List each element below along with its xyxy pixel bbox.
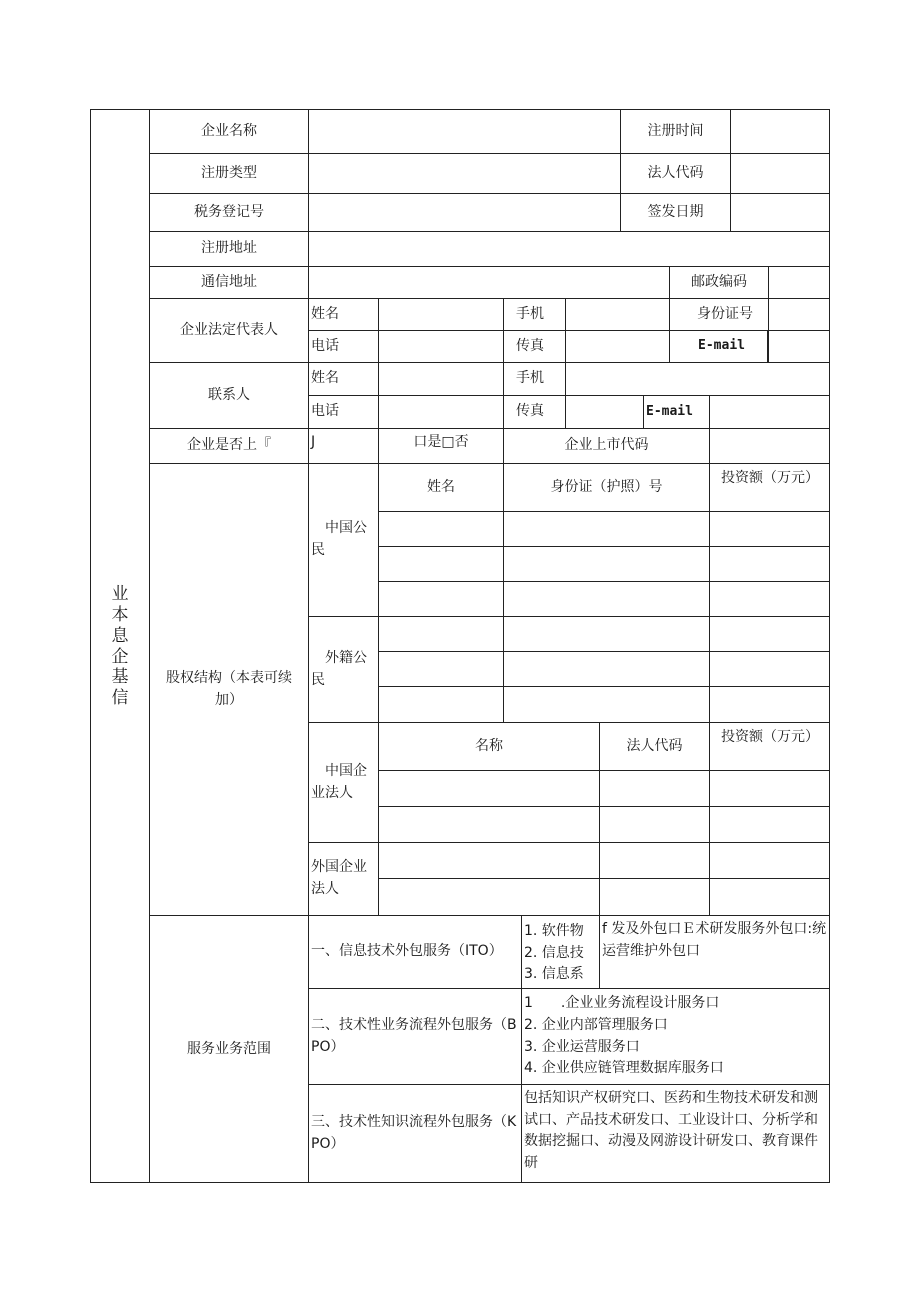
label-register-type: 注册类型 [149, 153, 308, 193]
input-rep-email[interactable] [768, 330, 830, 362]
cell-cn1-id[interactable] [503, 511, 709, 546]
cell-cn2-id[interactable] [503, 546, 709, 581]
cell-cn1-inv[interactable] [709, 511, 830, 546]
cell-cn2-name[interactable] [378, 546, 503, 581]
ito-item: 3. 信息系 [524, 966, 584, 983]
input-issue-date[interactable] [730, 193, 830, 231]
header-name: 姓名 [378, 463, 503, 511]
label-equity: 股权结构（本表可续加） [149, 463, 308, 915]
cell-cc1-name[interactable] [378, 770, 599, 806]
table-bottom-border [90, 1182, 830, 1183]
input-contact-name[interactable] [378, 362, 503, 395]
listed-mark: J [308, 428, 378, 463]
header-corp-code: 法人代码 [599, 722, 709, 770]
ito-text: f 发及外包口Ｅ术研发服务外包口:统运营维护外包口 [599, 915, 830, 988]
input-legal-code[interactable] [730, 153, 830, 193]
cell-fco1-code[interactable] [599, 842, 709, 878]
input-rep-phone[interactable] [378, 330, 503, 362]
cell-fco2-code[interactable] [599, 878, 709, 915]
input-postcode[interactable] [768, 266, 830, 298]
label-contact-name: 姓名 [308, 362, 378, 395]
cell-fc3-name[interactable] [378, 686, 503, 722]
cell-fc2-inv[interactable] [709, 651, 830, 686]
cell-fc1-inv[interactable] [709, 616, 830, 651]
ito-items [521, 915, 599, 988]
cell-cn3-name[interactable] [378, 581, 503, 616]
cell-cn2-inv[interactable] [709, 546, 830, 581]
kpo-text: 包括知识产权研究口、医药和生物技术研发和测试口、产品技术研发口、工业设计口、分析学和数据挖掘口、动漫及网游设计研发口、教育课件研 [521, 1084, 830, 1183]
cell-cc2-name[interactable] [378, 806, 599, 842]
cell-fc3-id[interactable] [503, 686, 709, 722]
section-title-char: 息 [111, 625, 129, 646]
cell-fc3-inv[interactable] [709, 686, 830, 722]
label-scope: 服务业务范围 [149, 915, 308, 1183]
label-reg-address: 注册地址 [149, 231, 308, 266]
label-legal-code: 法人代码 [620, 153, 730, 193]
input-register-time[interactable] [730, 109, 830, 153]
cell-cc1-code[interactable] [599, 770, 709, 806]
ito-item: 1. 软件物 [524, 922, 584, 939]
section-title-char: 本 [111, 605, 129, 626]
header-passport: 身份证（护照）号 [503, 463, 709, 511]
ito-title: 一、信息技术外包服务（ITO） [308, 915, 521, 988]
label-register-time: 注册时间 [620, 109, 730, 153]
label-cn-citizen: 中国公民 [308, 463, 378, 616]
section-title [90, 109, 149, 1183]
input-mail-address[interactable] [308, 266, 669, 298]
listed-checkbox[interactable]: 口是□否 [378, 428, 503, 463]
label-foreign-corp: 外国企业法人 [308, 842, 378, 915]
bpo-items [521, 988, 830, 1084]
label-issue-date: 签发日期 [620, 193, 730, 231]
cell-fc1-id[interactable] [503, 616, 709, 651]
input-rep-id[interactable] [768, 298, 830, 330]
cell-cn1-name[interactable] [378, 511, 503, 546]
ito-item: 2. 信息技 [524, 944, 584, 961]
cell-fc2-id[interactable] [503, 651, 709, 686]
section-title-char: 信 [111, 687, 129, 708]
input-reg-address[interactable] [308, 231, 830, 266]
header-corp-name: 名称 [378, 722, 599, 770]
label-listed-code: 企业上市代码 [503, 428, 709, 463]
label-listed: 企业是否上『 [149, 428, 308, 463]
cell-cc1-inv[interactable] [709, 770, 830, 806]
table-right-border [829, 109, 830, 1183]
input-contact-email[interactable] [709, 395, 830, 428]
label-tax-no: 税务登记号 [149, 193, 308, 231]
cell-cc2-code[interactable] [599, 806, 709, 842]
header-investment: 投资额（万元） [709, 463, 830, 511]
label-rep-fax: 传真 [503, 330, 565, 362]
label-mail-address: 通信地址 [149, 266, 308, 298]
cell-cc2-inv[interactable] [709, 806, 830, 842]
label-rep-email: E-mail [669, 330, 768, 362]
section-title-char: 业 [111, 584, 129, 605]
cell-fco1-inv[interactable] [709, 842, 830, 878]
label-contact-mobile: 手机 [503, 362, 565, 395]
label-contact: 联系人 [149, 362, 308, 428]
section-title-char: 企 [111, 646, 129, 667]
cell-cn3-id[interactable] [503, 581, 709, 616]
label-rep-name: 姓名 [308, 298, 378, 330]
input-rep-name[interactable] [378, 298, 503, 330]
cell-fco2-name[interactable] [378, 878, 599, 915]
cell-fco2-inv[interactable] [709, 878, 830, 915]
cell-fco1-name[interactable] [378, 842, 599, 878]
label-contact-email: E-mail [643, 395, 709, 428]
cell-fc2-name[interactable] [378, 651, 503, 686]
label-legal-rep: 企业法定代表人 [149, 298, 308, 362]
bpo-item: 4. 企业供应链管理数据库服务口 [524, 1060, 724, 1077]
label-foreign-citizen: 外籍公民 [308, 616, 378, 722]
cell-fc1-name[interactable] [378, 616, 503, 651]
kpo-title: 三、技术性知识流程外包服务（KPO） [308, 1084, 521, 1183]
label-cn-corp: 中国企业法人 [308, 722, 378, 842]
cell-cn3-inv[interactable] [709, 581, 830, 616]
label-company-name: 企业名称 [149, 109, 308, 153]
input-listed-code[interactable] [709, 428, 830, 463]
input-company-name[interactable] [308, 109, 620, 153]
bpo-item: 1 .企业业务流程设计服务口 [524, 995, 720, 1012]
input-contact-mobile[interactable] [565, 362, 830, 395]
input-tax-no[interactable] [308, 193, 620, 231]
label-rep-phone: 电话 [308, 330, 378, 362]
bpo-item: 3. 企业运营服务口 [524, 1038, 640, 1055]
input-contact-phone[interactable] [378, 395, 503, 428]
input-register-type[interactable] [308, 153, 620, 193]
bpo-item: 2. 企业内部管理服务口 [524, 1016, 668, 1033]
header-corp-investment: 投资额（万元） [709, 722, 830, 770]
label-contact-phone: 电话 [308, 395, 378, 428]
label-postcode: 邮政编码 [669, 266, 768, 298]
input-contact-fax[interactable] [565, 395, 643, 428]
label-rep-mobile: 手机 [503, 298, 565, 330]
input-rep-mobile[interactable] [565, 298, 669, 330]
label-rep-id: 身份证号 [669, 298, 768, 330]
section-title-char: 基 [111, 667, 129, 688]
input-rep-fax[interactable] [565, 330, 669, 362]
label-contact-fax: 传真 [503, 395, 565, 428]
bpo-title: 二、技术性业务流程外包服务（BPO） [308, 988, 521, 1084]
